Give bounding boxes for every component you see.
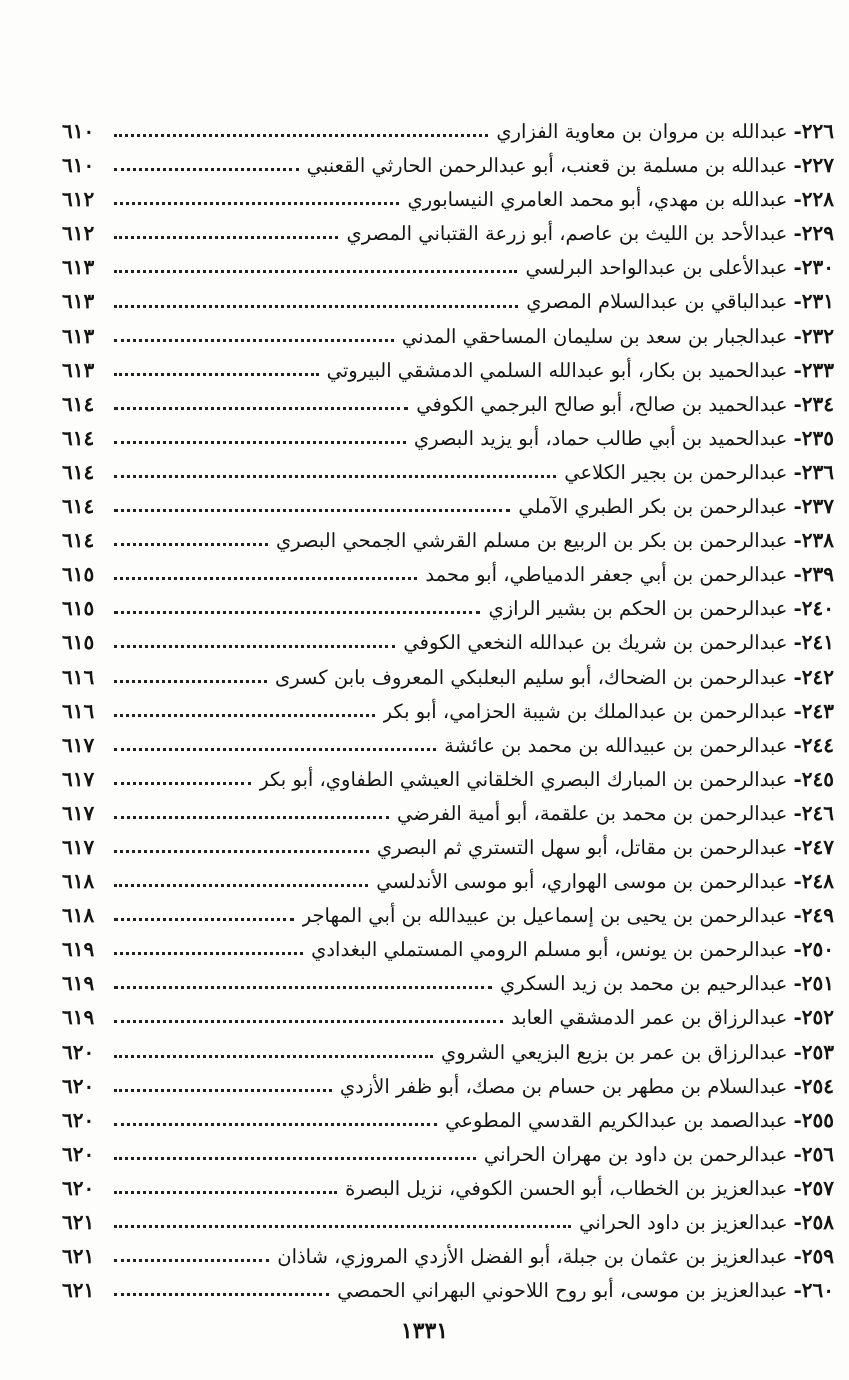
toc-entry (62, 660, 834, 694)
table-of-contents (62, 114, 834, 1307)
entry-separator: - (793, 459, 802, 484)
entry-separator: - (793, 1210, 802, 1234)
entry-separator: - (793, 834, 802, 859)
entry-name: عبدالرحمن بن الحكم بن بشير الرازي (488, 597, 788, 621)
entry-page: ٦١٩ (62, 937, 95, 962)
dot-leader (114, 985, 492, 989)
entry-name: عبدالرحمن بن أبي جعفر الدمياطي، أبو محمد (425, 563, 788, 587)
entry-separator: - (793, 528, 802, 553)
toc-entry (62, 421, 834, 455)
toc-entry (62, 1000, 834, 1034)
entry-separator: - (793, 221, 802, 246)
toc-entry (62, 591, 834, 625)
entry-page: ٦١٩ (62, 1005, 95, 1030)
dot-leader (114, 304, 518, 308)
dot-leader (114, 1190, 337, 1194)
toc-entry (62, 557, 834, 591)
dot-leader (114, 679, 267, 683)
entry-page: ٦١٢ (62, 221, 95, 246)
entry-separator: - (793, 562, 802, 587)
toc-entry (62, 796, 834, 830)
dot-leader (114, 372, 319, 376)
entry-page: ٦١٨ (62, 869, 95, 894)
entry-name: عبدالرحمن بن المبارك البصري الخلقاني العيشي الطفاوي، أبو بكر (259, 767, 788, 791)
entry-number: ٢٣١ (801, 289, 834, 314)
entry-number: ٢٤٧ (801, 834, 834, 859)
entry-page: ٦١٣ (62, 357, 95, 382)
entry-page: ٦٢١ (62, 1244, 95, 1269)
entry-number: ٢٣٢ (801, 323, 834, 348)
toc-entry (62, 728, 834, 762)
entry-name: عبدالأعلى بن عبدالواحد البرلسي (525, 256, 788, 280)
entry-separator: - (793, 1005, 802, 1030)
dot-leader (114, 338, 394, 342)
toc-entry (62, 1171, 834, 1205)
entry-page: ٦١٣ (62, 255, 95, 280)
toc-entry (62, 319, 834, 353)
toc-entry (62, 1103, 834, 1137)
entry-separator: - (793, 494, 802, 519)
entry-name: عبدالعزيز بن موسى، أبو روح اللاحوني البهراني الحمصي (337, 1279, 788, 1303)
toc-entry (62, 387, 834, 421)
entry-number: ٢٣٨ (801, 528, 834, 553)
dot-leader (114, 406, 408, 410)
toc-entry (62, 1273, 834, 1307)
entry-name: عبدالرحمن بن بكر الطبري الآملي (518, 495, 788, 519)
dot-leader (114, 1156, 476, 1160)
toc-entry (62, 353, 834, 387)
dot-leader (114, 133, 488, 137)
entry-number: ٢٣٠ (801, 255, 834, 280)
toc-entry (62, 1239, 834, 1273)
toc-entry (62, 250, 834, 284)
entry-page: ٦١٦ (62, 698, 95, 723)
dot-leader (114, 815, 389, 819)
entry-page: ٦١٧ (62, 732, 95, 757)
entry-name: عبدالرزاق بن عمر الدمشقي العابد (510, 1006, 788, 1030)
entry-number: ٢٥٠ (801, 937, 834, 962)
dot-leader (114, 883, 368, 887)
entry-page: ٦١٦ (62, 664, 95, 689)
entry-separator: - (793, 187, 802, 212)
entry-number: ٢٤٩ (801, 903, 834, 928)
entry-page: ٦١٩ (62, 971, 95, 996)
dot-leader (114, 644, 395, 648)
entry-name: عبدالرحمن بن يحيى بن إسماعيل بن عبيدالله بن أبي المهاجر (301, 904, 788, 928)
entry-page: ٦١٣ (62, 323, 95, 348)
dot-leader (114, 1292, 329, 1296)
toc-entry (62, 625, 834, 659)
entry-page: ٦١٠ (62, 119, 95, 143)
entry-number: ٢٥٩ (801, 1244, 834, 1269)
entry-name: عبدالرزاق بن عمر بن بزيع البزيعي الشروي (440, 1040, 788, 1064)
toc-entry (62, 966, 834, 1000)
entry-page: ٦١٥ (62, 562, 95, 587)
entry-separator: - (793, 903, 802, 928)
entry-separator: - (793, 1073, 802, 1098)
dot-leader (114, 508, 510, 512)
entry-name: عبدالله بن مهدي، أبو محمد العامري النيسابوري (407, 188, 788, 212)
dot-leader (114, 167, 299, 171)
entry-name: عبدالرحمن بن بكر بن الربيع بن مسلم القرشي الجمحي البصري (275, 529, 788, 553)
entry-separator: - (793, 1278, 802, 1303)
entry-separator: - (793, 766, 802, 791)
entry-separator: - (793, 153, 802, 178)
entry-separator: - (793, 698, 802, 723)
entry-name: عبدالسلام بن مطهر بن حسام بن مصك، أبو ظفر الأزدي (339, 1074, 788, 1098)
dot-leader (114, 576, 417, 580)
entry-name: عبدالرحمن بن عبيدالله بن محمد بن عائشة (444, 733, 788, 757)
entry-name: عبدالرحمن بن عبدالملك بن شيبة الحزامي، أبو بكر (382, 699, 788, 723)
entry-number: ٢٢٩ (801, 221, 834, 246)
entry-page: ٦١٤ (62, 528, 95, 553)
entry-number: ٢٤٥ (801, 766, 834, 791)
entry-name: عبدالجبار بن سعد بن سليمان المساحقي المدني (401, 324, 788, 348)
toc-entry (62, 932, 834, 966)
dot-leader (114, 269, 517, 273)
entry-separator: - (793, 1141, 802, 1166)
entry-name: عبدالرحمن بن موسى الهواري، أبو موسى الأندلسي (376, 870, 788, 894)
entry-page: ٦٢٠ (62, 1073, 95, 1098)
toc-entry (62, 762, 834, 796)
entry-separator: - (793, 664, 802, 689)
entry-page: ٦٢١ (62, 1210, 95, 1234)
entry-page: ٦١٨ (62, 903, 95, 928)
entry-number: ٢٥٤ (801, 1073, 834, 1098)
entry-page: ٦٢٠ (62, 1141, 95, 1166)
toc-entry (62, 114, 834, 148)
entry-separator: - (793, 289, 802, 314)
entry-number: ٢٢٧ (801, 153, 834, 178)
entry-name: عبدالرحمن بن شريك بن عبدالله النخعي الكوفي (403, 631, 788, 655)
entry-number: ٢٣٣ (801, 357, 834, 382)
dot-leader (114, 235, 338, 239)
entry-name: عبدالرحيم بن محمد بن زيد السكري (499, 972, 788, 996)
toc-entry (62, 216, 834, 250)
toc-entry (62, 284, 834, 318)
entry-name: عبدالحميد بن صالح، أبو صالح البرجمي الكوفي (416, 392, 788, 416)
entry-page: ٦١٢ (62, 187, 95, 212)
entry-page: ٦١٥ (62, 630, 95, 655)
entry-separator: - (793, 596, 802, 621)
entry-number: ٢٥٧ (801, 1175, 834, 1200)
entry-page: ٦١٤ (62, 459, 95, 484)
entry-name: عبدالرحمن بن مقاتل، أبو سهل التستري ثم البصري (376, 835, 788, 859)
entry-separator: - (793, 1175, 802, 1200)
toc-entry (62, 523, 834, 557)
dot-leader (114, 917, 294, 921)
entry-page: ٦١٤ (62, 494, 95, 519)
entry-separator: - (793, 630, 802, 655)
entry-number: ٢٥٣ (801, 1039, 834, 1064)
entry-separator: - (793, 937, 802, 962)
entry-name: عبدالرحمن بن الضحاك، أبو سليم البعلبكي المعروف بابن كسرى (275, 665, 788, 689)
toc-entry (62, 455, 834, 489)
entry-separator: - (793, 869, 802, 894)
entry-name: عبدالأحد بن الليث بن عاصم، أبو زرعة القتباني المصري (346, 222, 788, 246)
entry-separator: - (793, 425, 802, 450)
entry-number: ٢٣٦ (801, 459, 834, 484)
entry-page: ٦٢٠ (62, 1107, 95, 1132)
entry-page: ٦١٧ (62, 766, 95, 791)
entry-page: ٦٢١ (62, 1278, 95, 1303)
entry-number: ٢٤٠ (801, 596, 834, 621)
entry-number: ٢٣٤ (801, 391, 834, 416)
entry-separator: - (793, 119, 802, 143)
dot-leader (114, 1258, 269, 1262)
entry-separator: - (793, 971, 802, 996)
toc-entry (62, 864, 834, 898)
entry-name: عبدالعزيز بن عثمان بن جبلة، أبو الفضل الأزدي المروزي، شاذان (277, 1245, 788, 1269)
entry-name: عبدالرحمن بن يونس، أبو مسلم الرومي المستملي البغدادي (311, 938, 788, 962)
entry-separator: - (793, 800, 802, 825)
dot-leader (114, 1019, 503, 1023)
entry-page: ٦٢٠ (62, 1039, 95, 1064)
entry-page: ٦١٣ (62, 289, 95, 314)
entry-number: ٢٣٩ (801, 562, 834, 587)
entry-number: ٢٤٦ (801, 800, 834, 825)
dot-leader (114, 747, 436, 751)
entry-name: عبدالصمد بن عبدالكريم القدسي المطوعي (445, 1108, 788, 1132)
toc-entry (62, 1035, 834, 1069)
entry-number: ٢٢٦ (801, 119, 834, 143)
entry-number: ٢٣٥ (801, 425, 834, 450)
entry-number: ٢٥٥ (801, 1107, 834, 1132)
toc-entry (62, 830, 834, 864)
dot-leader (114, 781, 251, 785)
entry-name: عبدالباقي بن عبدالسلام المصري (526, 290, 788, 314)
entry-number: ٢٣٧ (801, 494, 834, 519)
entry-page: ٦١٧ (62, 834, 95, 859)
dot-leader (114, 849, 369, 853)
entry-separator: - (793, 1244, 802, 1269)
entry-name: عبدالرحمن بن محمد بن علقمة، أبو أمية الفرضي (397, 801, 788, 825)
entry-page: ٦١٠ (62, 153, 95, 178)
page-number: ١٣٣١ (400, 1318, 449, 1344)
dot-leader (114, 201, 399, 205)
entry-page: ٦١٤ (62, 425, 95, 450)
entry-page: ٦١٥ (62, 596, 95, 621)
dot-leader (114, 1122, 437, 1126)
entry-page: ٦١٤ (62, 391, 95, 416)
toc-entry (62, 1069, 834, 1103)
dot-leader (114, 1054, 433, 1058)
toc-entry (62, 182, 834, 216)
entry-name: عبدالله بن مسلمة بن قعنب، أبو عبدالرحمن الحارثي القعنبي (306, 154, 788, 178)
entry-name: عبدالرحمن بن داود بن مهران الحراني (483, 1142, 788, 1166)
dot-leader (114, 610, 480, 614)
entry-separator: - (793, 255, 802, 280)
toc-entry (62, 148, 834, 182)
entry-number: ٢٤٢ (801, 664, 834, 689)
entry-name: عبدالرحمن بن بجير الكلاعي (564, 460, 788, 484)
dot-leader (114, 1088, 332, 1092)
entry-name: عبدالله بن مروان بن معاوية الفزاري (496, 120, 788, 143)
entry-number: ٢٤٨ (801, 869, 834, 894)
entry-number: ٢٥٦ (801, 1141, 834, 1166)
entry-number: ٢٤٣ (801, 698, 834, 723)
entry-number: ٢٥١ (801, 971, 834, 996)
toc-entry (62, 489, 834, 523)
entry-separator: - (793, 391, 802, 416)
toc-entry (62, 1205, 834, 1239)
entry-number: ٢٤١ (801, 630, 834, 655)
entry-name: عبدالحميد بن أبي طالب حماد، أبو يزيد البصري (413, 426, 788, 450)
dot-leader (114, 951, 303, 955)
entry-name: عبدالعزيز بن داود الحراني (579, 1211, 788, 1234)
entry-separator: - (793, 732, 802, 757)
entry-separator: - (793, 1039, 802, 1064)
entry-separator: - (793, 323, 802, 348)
entry-separator: - (793, 357, 802, 382)
dot-leader (114, 542, 268, 546)
entry-number: ٢٤٤ (801, 732, 834, 757)
dot-leader (114, 474, 556, 478)
entry-page: ٦١٧ (62, 800, 95, 825)
entry-number: ٢٥٨ (801, 1210, 834, 1234)
entry-name: عبدالعزيز بن الخطاب، أبو الحسن الكوفي، نزيل البصرة (345, 1176, 788, 1200)
entry-name: عبدالحميد بن بكار، أبو عبدالله السلمي الدمشقي البيروتي (326, 358, 788, 382)
entry-separator: - (793, 1107, 802, 1132)
toc-entry (62, 694, 834, 728)
toc-entry (62, 1137, 834, 1171)
dot-leader (114, 1224, 571, 1228)
dot-leader (114, 713, 375, 717)
dot-leader (114, 440, 406, 444)
entry-number: ٢٢٨ (801, 187, 834, 212)
entry-number: ٢٥٢ (801, 1005, 834, 1030)
entry-number: ٢٦٠ (801, 1278, 834, 1303)
entry-page: ٦٢٠ (62, 1175, 95, 1200)
toc-entry (62, 898, 834, 932)
